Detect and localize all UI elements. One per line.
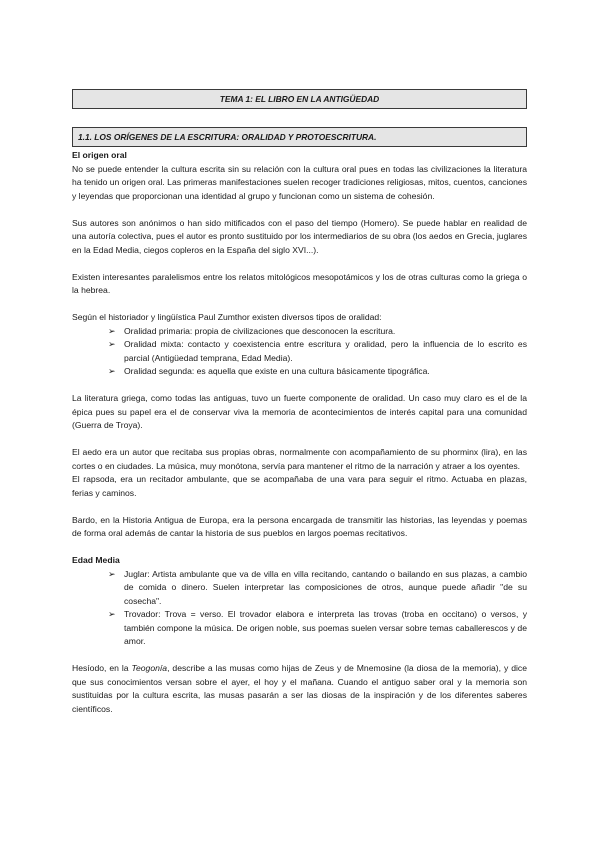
arrow-bullet-icon: ➢ (108, 609, 116, 619)
paragraph-parallels: Existen interesantes paralelismos entre los relatos mitológicos mesopotámicos y los de otras culturas como la griega o la hebrea. (72, 271, 527, 295)
middle-ages-heading: Edad Media (72, 555, 120, 565)
arrow-bullet-icon: ➢ (108, 568, 116, 579)
section-title: 1.1. LOS ORÍGENES DE LA ESCRITURA: ORALIDAD Y PROTOESCRITURA. (78, 132, 377, 142)
paragraph-hesiodo: Hesíodo, en la Teogonía, describe a las musas como hijas de Zeus y de Mnemosine (la diosa de la memoria), y dice que sus conocimientos versan sobre el ayer, el hoy y el mañana. Cuando el antiguo saber oral y la memoria son sustituidas por la cultura escrita, las musas pasarán a ser las diosas de la inspiración y de los diferentes saberes científicos. (72, 663, 527, 714)
chapter-title: TEMA 1: EL LIBRO EN LA ANTIGÜEDAD (219, 94, 380, 104)
chapter-title-box (72, 89, 527, 109)
paragraph-rapsoda: El rapsoda, era un recitador ambulante, que se acompañaba de una vara para seguir el ritmo. Actuaba en plazas, ferias y caminos. (72, 474, 527, 498)
list-item: ➢ Oralidad segunda: es aquella que existe en una cultura básicamente tipográfica. (108, 365, 527, 379)
list-item: ➢ Trovador: Trova = verso. El trovador elabora e interpreta las trovas (troba en occitano) o versos, y también compone la música. De origen noble, sus poemas suelen versar sobre temas caballerescos y de amor. (108, 609, 527, 646)
section-title-box (72, 127, 527, 147)
paragraph-zumthor: Según el historiador y lingüística Paul Zumthor existen diversos tipos de oralidad: (72, 312, 382, 322)
arrow-bullet-icon: ➢ (108, 339, 116, 349)
middle-ages-list (72, 568, 527, 649)
paragraph-bardo: Bardo, en la Historia Antigua de Europa, era la persona encargada de transmitir las historias, las leyendas y poemas de forma oral además de cantar la historia de sus pueblos en largos poemas recitativos. (72, 514, 527, 538)
arrow-bullet-icon: ➢ (108, 325, 116, 336)
list-item: ➢ Juglar: Artista ambulante que va de villa en villa recitando, cantando o bailando en sus plazas, a cambio de comida o dinero. Suelen interpretar las composiciones de otros, aunque puede añadir "de su cosecha". (108, 568, 527, 606)
document-body (72, 149, 527, 716)
paragraph-authors: Sus autores son anónimos o han sido mitificados con el paso del tiempo (Homero). Se puede hablar en realidad de una autoría colectiva, pues el autor es pronto sustituido por los intermediarios de su obra (los aedos en Grecia, juglares en la Edad Media, ciegos copleros en la España del siglo XVI...). (72, 217, 527, 255)
book-title-teogonia: Teogonía (131, 663, 168, 673)
paragraph-aedo: El aedo era un autor que recitaba sus propias obras, normalmente con acompañamiento de su phorminx (lira), en las cortes o en ciudades. La música, muy monótona, servía para mantener el ritmo de la narración y atraer a los oyentes. (72, 447, 527, 471)
oral-origin-heading: El origen oral (72, 150, 127, 160)
arrow-bullet-icon: ➢ (108, 366, 116, 376)
list-item: ➢ Oralidad mixta: contacto y coexistencia entre escritura y oralidad, pero la influencia de lo escrito es parcial (Antigüedad temprana, Edad Media). (108, 339, 527, 363)
list-item: ➢ Oralidad primaria: propia de civilizaciones que desconocen la escritura. (108, 325, 527, 339)
paragraph-oral-culture: No se puede entender la cultura escrita sin su relación con la cultura oral pues en todas las civilizaciones la literatura ha tenido un origen oral. Las primeras manifestaciones suelen recoger tradiciones religiosas, mitos, cuentos, canciones y leyendas que proporcionan una identidad al grupo y funcionan como un sistema de cohesión. (72, 163, 527, 201)
paragraph-greek-literature: La literatura griega, como todas las antiguas, tuvo un fuerte componente de oralidad. Un caso muy claro es el de la épica pues su papel era el de conservar viva la memoria de acontecimientos de interés capital para una comunidad (Guerra de Troya). (72, 393, 527, 430)
orality-types-list (72, 325, 527, 379)
